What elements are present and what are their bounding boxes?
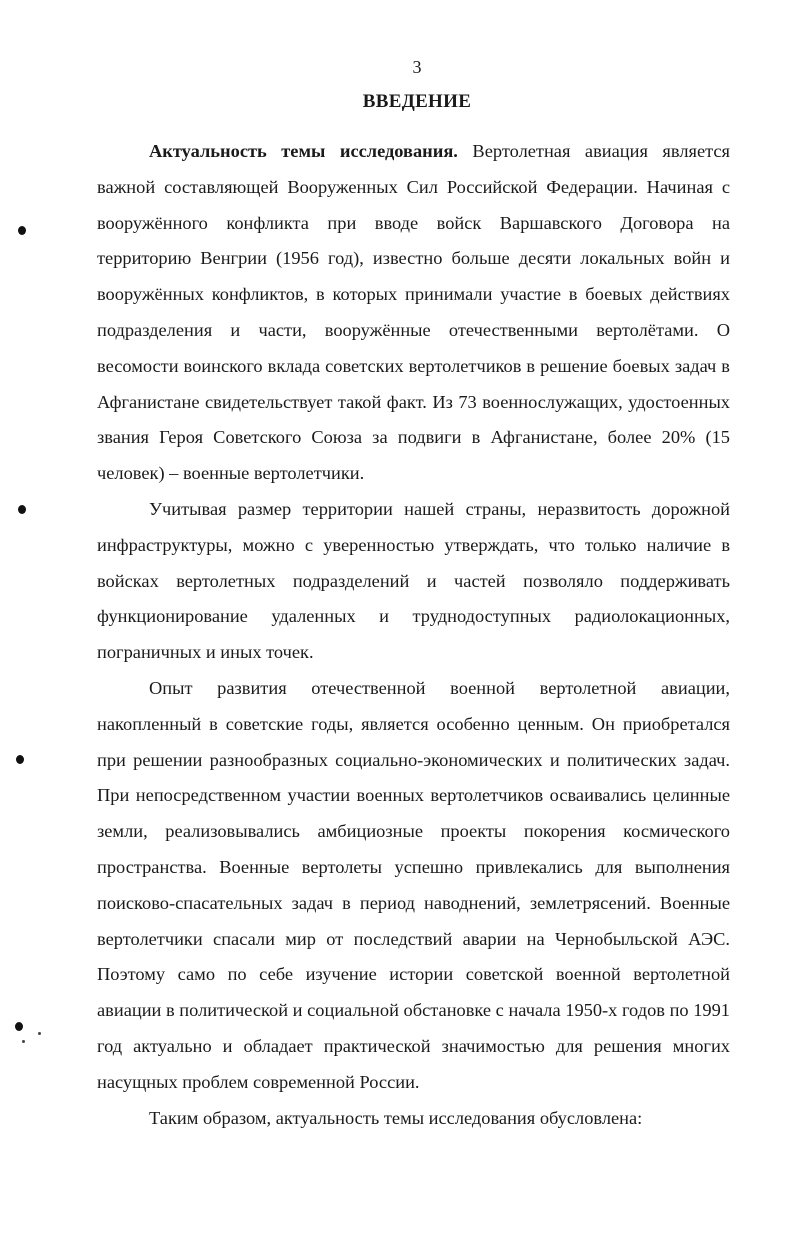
paragraph-relevance [97,134,730,492]
body-text [97,134,730,1136]
page-number: 3 [412,57,422,77]
punch-hole-mark [18,226,26,235]
punch-hole-mark [18,505,26,514]
paragraph-experience: Опыт развития отечественной военной вертолетной авиации, накопленный в советские годы, является особенно ценным. Он приобретался при решении разнообразных социально-экономических и политических задач. При непосредственном участии военных вертолетчиков осваивались целинные земли, реализовывались амбициозные проекты покорения космического пространства. Военные вертолеты успешно привлекались для выполнения поисково-спасательных задач в период наводнений, землетрясений. Военные вертолетчики спасали мир от последствий аварии на Чернобыльской АЭС. Поэтому само по себе изучение истории советской военной вертолетной авиации в политической и социальной обстановке с начала 1950-х годов по 1991 год актуально и обладает практической значимостью для решения многих насущных проблем современной России. [97,677,730,1092]
punch-hole-mark [16,755,24,764]
section-heading: ВВЕДЕНИЕ [362,91,472,112]
paragraph-text: Вертолетная авиация является важной составляющей Вооруженных Сил Российской Федерации. Начиная с вооружённого конфликта при вводе войск Варшавского Договора на территорию Венгрии (1956 год), известно больше десяти локальных войн и вооружённых конфликтов, в которых принимали участие в боевых действиях подразделения и части, вооружённые отечественными вертолётами. О весомости воинского вклада советских вертолетчиков в решение боевых задач в Афганистане свидетельствует такой факт. Из 73 военнослужащих, удостоенных звания Героя Советского Союза за подвиги в Афганистане, более 20% (15 человек) – военные вертолетчики. [97,141,731,484]
paragraph-lead: Актуальность темы исследования. [149,141,458,161]
punch-hole-mark [15,1022,23,1031]
scan-speck [22,1040,25,1043]
scan-speck [38,1032,41,1035]
paragraph-conclusion: Таким образом, актуальность темы исследования обусловлена: [149,1107,643,1128]
paragraph-territory: Учитывая размер территории нашей страны, неразвитость дорожной инфраструктуры, можно с уверенностью утверждать, что только наличие в войсках вертолетных подразделений и частей позволяло поддерживать функционирование удаленных и труднодоступных радиолокационных, пограничных и иных точек. [97,498,730,663]
